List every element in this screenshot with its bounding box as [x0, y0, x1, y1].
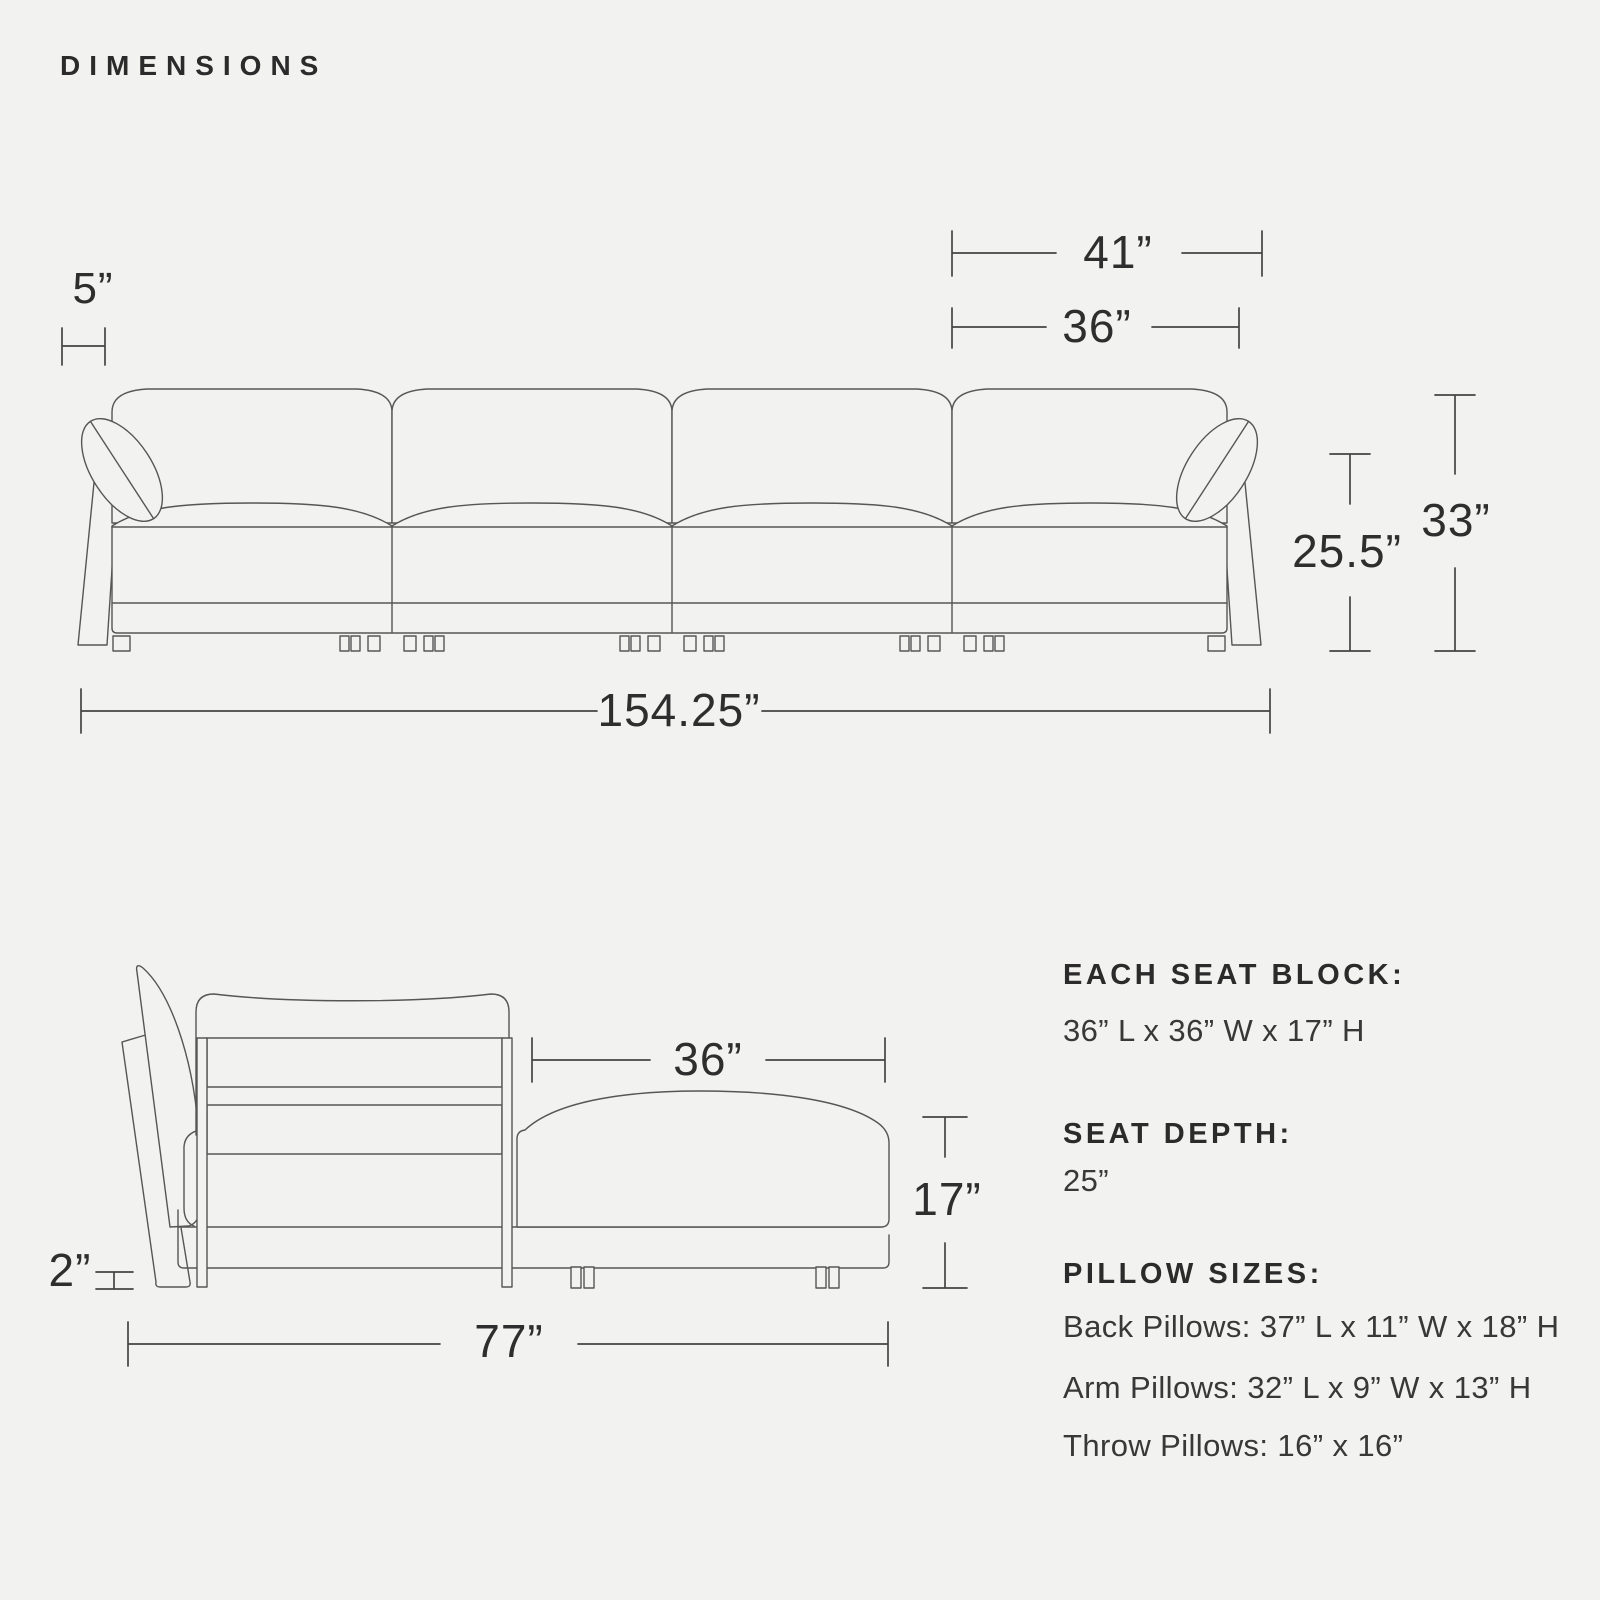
- dim-label-module-with-arm: 41”: [1083, 226, 1153, 278]
- spec-value-arm-pillows: Arm Pillows: 32” L x 9” W x 13” H: [1063, 1370, 1532, 1405]
- dim-label-arm-width: 5”: [72, 264, 114, 313]
- dim-label-overall-height: 33”: [1421, 494, 1491, 546]
- side-leg: [829, 1267, 839, 1288]
- side-ottoman: [517, 1091, 889, 1227]
- front-leg: [648, 636, 660, 651]
- frame-rail-left: [197, 1038, 207, 1287]
- front-leg: [620, 636, 629, 651]
- front-leg: [911, 636, 920, 651]
- front-leg: [340, 636, 349, 651]
- spec-heading-seat-block: EACH SEAT BLOCK:: [1063, 959, 1406, 991]
- side-leg: [571, 1267, 581, 1288]
- front-legs: [113, 636, 1225, 651]
- frame-slat-bottom: [207, 1105, 502, 1154]
- spec-value-seat-block: 36” L x 36” W x 17” H: [1063, 1013, 1365, 1048]
- side-legs: [571, 1267, 839, 1288]
- frame-outline: [112, 527, 1227, 633]
- side-leg: [584, 1267, 594, 1288]
- spec-value-seat-depth: 25”: [1063, 1163, 1110, 1198]
- front-leg: [368, 636, 380, 651]
- dim-arm-width-5: [62, 328, 105, 365]
- frame-rail-right: [502, 1038, 512, 1287]
- spec-heading-pillow-sizes: PILLOW SIZES:: [1063, 1258, 1323, 1290]
- front-leg: [684, 636, 696, 651]
- page-title: DIMENSIONS: [60, 50, 328, 81]
- front-leg: [113, 636, 130, 651]
- side-leg: [816, 1267, 826, 1288]
- front-leg: [631, 636, 640, 651]
- front-leg: [435, 636, 444, 651]
- dim-label-leg-height: 2”: [48, 1244, 92, 1296]
- dim-label-seat-depth: 36”: [673, 1033, 743, 1085]
- front-leg: [1208, 636, 1225, 651]
- dim-label-overall-depth: 77”: [474, 1315, 544, 1367]
- side-view-drawing: [122, 966, 889, 1288]
- dim-leg-height-2: [96, 1272, 133, 1289]
- spec-value-throw-pillows: Throw Pillows: 16” x 16”: [1063, 1428, 1404, 1463]
- front-leg: [964, 636, 976, 651]
- spec-value-back-pillows: Back Pillows: 37” L x 11” W x 18” H: [1063, 1309, 1560, 1344]
- front-leg: [424, 636, 433, 651]
- dim-label-module-width: 36”: [1062, 300, 1132, 352]
- front-leg: [404, 636, 416, 651]
- front-leg: [704, 636, 713, 651]
- dim-label-seat-height: 17”: [912, 1173, 982, 1225]
- front-leg: [928, 636, 940, 651]
- front-leg: [351, 636, 360, 651]
- front-view-drawing: [65, 389, 1273, 651]
- front-leg: [900, 636, 909, 651]
- front-leg: [995, 636, 1004, 651]
- spec-heading-seat-depth: SEAT DEPTH:: [1063, 1118, 1293, 1150]
- front-frame: [112, 527, 1227, 633]
- frame-slat-top: [207, 1038, 502, 1087]
- front-leg: [715, 636, 724, 651]
- dim-label-back-height: 25.5”: [1292, 525, 1402, 577]
- front-leg: [984, 636, 993, 651]
- side-back-frame: [197, 1038, 512, 1287]
- dim-label-overall-width: 154.25”: [597, 684, 761, 736]
